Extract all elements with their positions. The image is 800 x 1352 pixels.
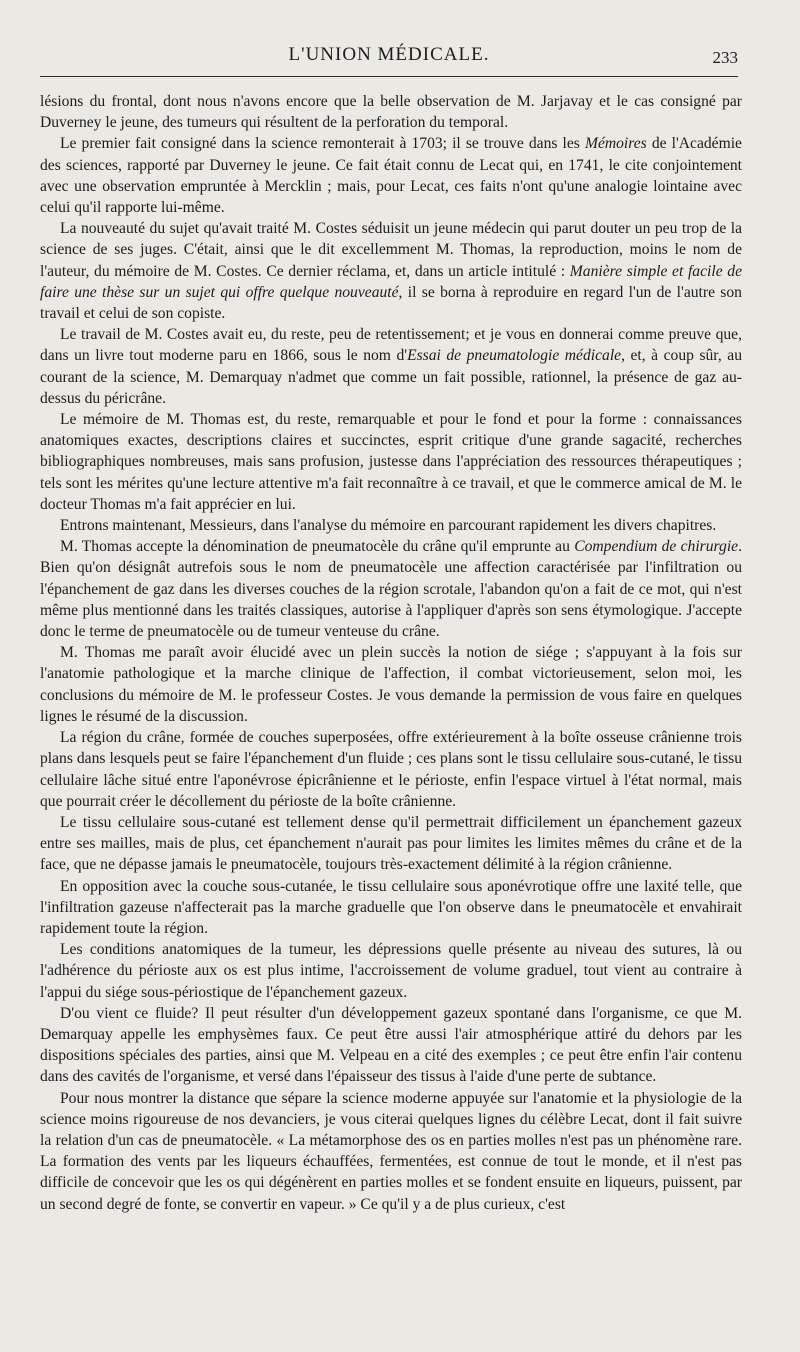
paragraph: Le mémoire de M. Thomas est, du reste, remarquable et pour le fond et pour la forme : connaissances anatomiques exactes, descriptions claires et succinctes, esprit critique d'une grande sagacité, recherches bibliographiques nombreuses, mais sans profusion, justesse dans l'appréciation des ressources thérapeutiques ; tels sont les mérites qu'une lecture attentive m'a fait reconnaître à ce travail, et que le commerce amical de M. le docteur Thomas m'a fait apprécier en lui. xyxy=(40,411,742,513)
paragraph: M. Thomas me paraît avoir élucidé avec un plein succès la notion de siége ; s'appuyant à la fois sur l'anatomie pathologique et la marche clinique de l'affection, il combat victorieusement, selon moi, les conclusions du mémoire de M. le professeur Costes. Je vous demande la permission de vous faire en quelques lignes le résumé de la discussion. xyxy=(40,644,742,725)
page-number: 233 xyxy=(712,48,738,67)
journal-title: L'UNION MÉDICALE. xyxy=(288,44,490,65)
paragraph: La région du crâne, formée de couches superposées, offre extérieurement à la boîte osseuse crânienne trois plans dans lesquels peut se faire l'épanchement d'un fluide ; ces plans sont le tissu cellulaire sous-cutané, le tissu cellulaire lâche situé entre l'aponévrose épicrânienne et le périoste, enfin l'espace virtuel à l'état normal, mais que pourrait créer le décollement du périoste de la boîte crânienne. xyxy=(40,729,742,810)
paragraph: lésions du frontal, dont nous n'avons encore que la belle observation de M. Jarjavay et le cas consigné par Duverney le jeune, des tumeurs qui résultent de la perforation du temporal. xyxy=(40,93,742,132)
paragraph: Les conditions anatomiques de la tumeur, les dépressions quelle présente au niveau des sutures, là ou l'adhérence du périoste aux os est plus intime, l'accroissement de volume graduel, tout vient au contraire à l'appui du siége sous-périostique de l'épanchement gazeux. xyxy=(40,941,742,1001)
paragraph: Le tissu cellulaire sous-cutané est tellement dense qu'il permettrait difficilement un épanchement gazeux entre ses mailles, mais de plus, cet épanchement n'aurait pas pour limites les limites mêmes du crâne et de la face, que ne dépasse jamais le pneumatocèle, toujours très-exactement délimité à la région crânienne. xyxy=(40,813,742,874)
paragraph: D'ou vient ce fluide? Il peut résulter d'un développement gazeux spontané dans l'organisme, ce que M. Demarquay appelle les emphysèmes faux. Ce peut être aussi l'air atmosphérique attiré du dehors par les dispositions spéciales des parties, ainsi que M. Velpeau en a cité des exemples ; ce peut être enfin l'air contenu dans des cavités de l'organisme, et versé dans l'épaisseur des tissus à l'aide d'une perte de subtance. xyxy=(40,1004,742,1086)
paragraph: La nouveauté du sujet qu'avait traité M. Costes séduisit un jeune médecin qui parut douter un peu trop de la science de ses juges. C'était, ainsi que le dit excellemment M. Thomas, la reproduction, moins le nom de l'auteur, du mémoire de M. Costes. Ce dernier réclama, et, dans un article intitulé : Manière simple et facile de faire une thèse sur un sujet qui offre quelque nouveauté, il se borna à reproduire en regard l'un de l'autre son travail et celui de son copiste. xyxy=(40,220,742,323)
page-header xyxy=(40,44,738,72)
paragraph: En opposition avec la couche sous-cutanée, le tissu cellulaire sous aponévrotique offre une laxité telle, que l'infiltration gazeuse n'affecterait pas la marche graduelle que l'on observe dans le pneumatocèle et envahirait rapidement toute la région. xyxy=(40,877,742,937)
header-rule xyxy=(40,76,738,77)
paragraph: Entrons maintenant, Messieurs, dans l'analyse du mémoire en parcourant rapidement les divers chapitres. xyxy=(60,517,717,535)
paragraph: Pour nous montrer la distance que sépare la science moderne appuyée sur l'anatomie et la physiologie de la science moins rigoureuse de nos devanciers, je vous citerai quelques lignes du célèbre Lecat, dont il fait suivre la relation d'un cas de pneumatocèle. « La métamorphose des os en parties molles n'est pas un phénomène rare. La formation des vents par les liqueurs échauffées, fermentées, est connue de tout le monde, et il n'est pas difficile de concevoir que les os qui dégénèrent en parties molles et se fondent ensuite en liqueurs, puissent, par un second degré de fonte, se convertir en vapeur. » Ce qu'il y a de plus curieux, c'est xyxy=(40,1089,742,1213)
paragraph: Le premier fait consigné dans la science remonterait à 1703; il se trouve dans les Mémoires de l'Académie des sciences, rapporté par Duverney le jeune. Ce fait était connu de Lecat qui, en 1741, le cite conjointement avec une observation empruntée à Mercklin ; mais, pour Lecat, ces faits n'ont qu'une analogie lointaine avec celui qu'il rapporte lui-même. xyxy=(40,135,742,217)
article-body xyxy=(40,91,742,1215)
paragraph: M. Thomas accepte la dénomination de pneumatocèle du crâne qu'il emprunte au Compendium de chirurgie. Bien qu'on désignât autrefois sous le nom de pneumatocèle une affection caractérisée par l'infiltration ou l'épanchement de gaz dans les diverses couches de la région scrotale, l'abandon qu'on a fait de ce mot, qui n'est même plus mentionné dans les traités classiques, autorise à l'appliquer d'après son sens étymologique. J'accepte donc le terme de pneumatocèle ou de tumeur venteuse du crâne. xyxy=(40,538,742,641)
paragraph: Le travail de M. Costes avait eu, du reste, peu de retentissement; et je vous en donnerai comme preuve que, dans un livre tout moderne paru en 1866, sous le nom d'Essai de pneumatologie médicale, et, à coup sûr, au courant de la science, M. Demarquay n'admet que comme un fait possible, rationnel, la présence de gaz au-dessus du péricrâne. xyxy=(40,326,743,407)
